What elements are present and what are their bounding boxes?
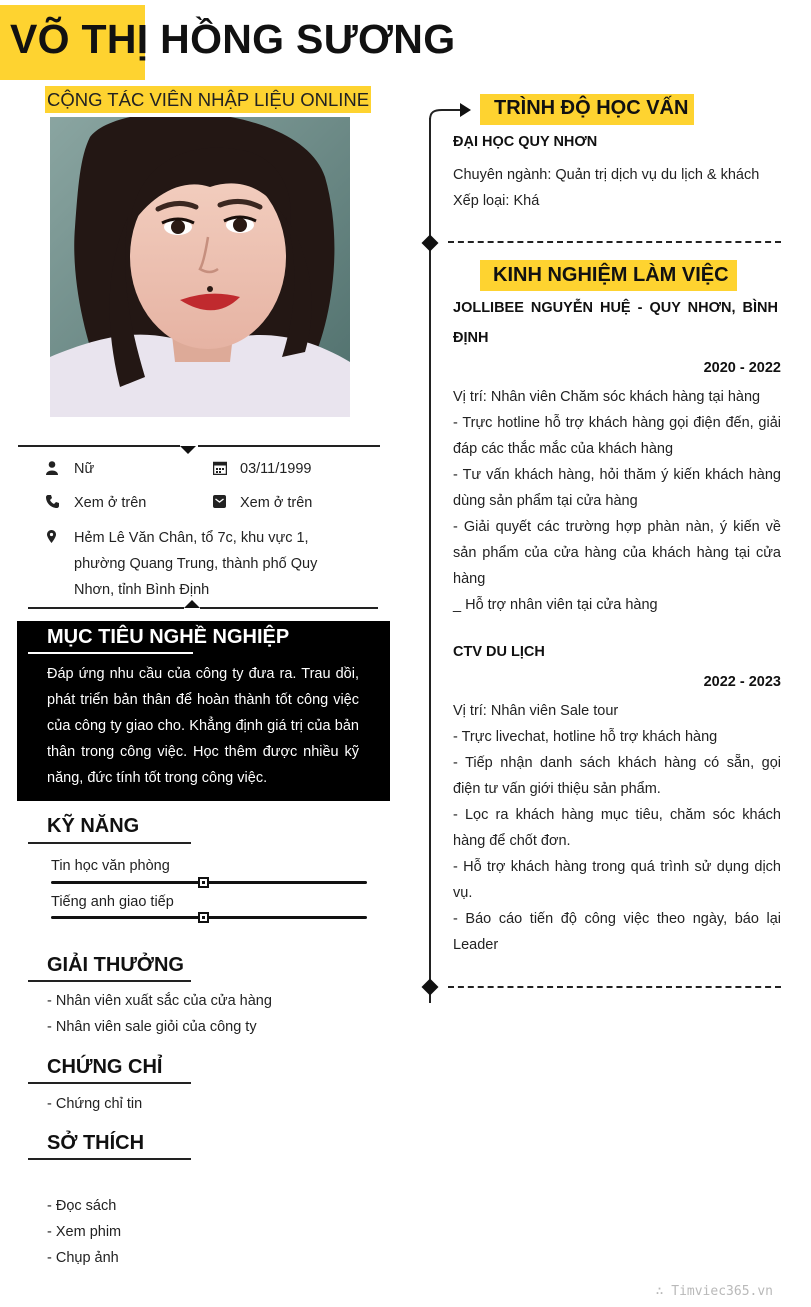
certificates-title: CHỨNG CHỈ	[47, 1056, 163, 1078]
job-detail-line: vụ.	[453, 885, 473, 901]
education-line: Chuyên ngành: Quản trị dịch vụ du lịch & khách	[453, 167, 760, 183]
caret-down-icon	[180, 446, 196, 455]
address-line: Hẻm Lê Văn Chân, tổ 7c, khu vực 1,	[74, 530, 309, 546]
job-detail-line: - Tiếp nhận danh sách khách hàng có sẵn, gọi	[453, 755, 781, 771]
gender-value: Nữ	[74, 461, 95, 477]
education-line: Xếp loại: Khá	[453, 193, 540, 209]
company-name: CTV DU LỊCH	[453, 644, 545, 660]
map-marker-icon	[47, 530, 56, 543]
phone-value: Xem ở trên	[74, 495, 147, 511]
hobby-item: - Xem phim	[47, 1224, 122, 1240]
profile-photo	[50, 117, 350, 417]
certificate-item: - Chứng chỉ tin	[47, 1096, 143, 1112]
section-underline	[28, 1082, 191, 1084]
dashed-divider	[448, 986, 781, 988]
experience-title: KINH NGHIỆM LÀM VIỆC	[493, 264, 729, 286]
divider	[18, 445, 180, 447]
company-name-line	[453, 300, 781, 316]
job-detail-line: dùng sản phẩm tại cửa hàng	[453, 493, 638, 509]
job-title: CỘNG TÁC VIÊN NHẬP LIỆU ONLINE	[45, 86, 371, 113]
address-line: phường Quang Trung, thành phố Quy	[74, 556, 318, 572]
caret-up-icon	[184, 600, 200, 609]
timeline-node	[422, 979, 439, 996]
award-item: - Nhân viên sale giỏi của công ty	[47, 1019, 257, 1035]
job-detail-line: - Giải quyết các trường hợp phàn nàn, ý kiến về	[453, 519, 781, 535]
job-detail-line: - Tư vấn khách hàng, hỏi thăm ý kiến khách hàng	[453, 467, 781, 483]
hobby-item: - Đọc sách	[47, 1198, 117, 1214]
skill-bar	[51, 916, 367, 919]
footer-brand	[656, 1284, 773, 1299]
hobby-item: - Chụp ảnh	[47, 1250, 119, 1266]
job-details	[453, 384, 781, 618]
job-detail-line: - Hỗ trợ khách hàng trong quá trình sử dụng dịch	[453, 859, 781, 875]
hobbies-title: SỞ THÍCH	[47, 1132, 145, 1154]
job-detail-line: Leader	[453, 937, 499, 953]
envelope-icon	[213, 495, 226, 508]
divider	[200, 607, 378, 609]
logo-icon: ∴	[655, 1284, 672, 1299]
job-detail-line: Vị trí: Nhân viên Sale tour	[453, 703, 619, 719]
section-underline	[28, 652, 193, 654]
phone-icon	[46, 495, 59, 508]
job-detail-line: _ Hỗ trợ nhân viên tại cửa hàng	[453, 597, 658, 613]
job-detail-line: đáp các thắc mắc của khách hàng	[453, 441, 674, 457]
job-detail-line: - Trực livechat, hotline hỗ trợ khách hàng	[453, 729, 718, 745]
candidate-name: VÕ THỊ HỒNG SƯƠNG	[10, 16, 456, 62]
career-goal-title: MỤC TIÊU NGHỀ NGHIỆP	[47, 626, 290, 648]
job-detail-line: - Báo cáo tiến độ công việc theo ngày, báo lại	[453, 911, 781, 927]
company-name: JOLLIBEE NGUYỄN HUỆ - QUY NHƠN, BÌNH	[453, 300, 778, 316]
skills-title: KỸ NĂNG	[47, 815, 140, 837]
education-title: TRÌNH ĐỘ HỌC VẤN	[494, 97, 689, 119]
skill-level-marker	[198, 912, 209, 923]
user-icon	[46, 461, 58, 475]
job-detail-line: - Lọc ra khách hàng mục tiêu, chăm sóc khách	[453, 807, 781, 823]
section-underline	[28, 980, 191, 982]
job-detail-line: hàng để chốt đơn.	[453, 833, 571, 849]
divider	[28, 607, 184, 609]
company-name: ĐỊNH	[453, 330, 489, 346]
job-period: 2022 - 2023	[703, 674, 781, 690]
divider	[198, 445, 380, 447]
brand-text: Timviec365.vn	[671, 1284, 773, 1299]
skill-label: Tin học văn phòng	[51, 858, 170, 874]
arrow-right-icon	[428, 100, 472, 122]
section-underline	[28, 842, 191, 844]
job-period: 2020 - 2022	[703, 360, 781, 376]
job-detail-line: sản phẩm của cửa hàng của khách hàng tại cửa	[453, 545, 781, 561]
job-detail-line: Vị trí: Nhân viên Chăm sóc khách hàng tại hàng	[453, 389, 761, 405]
timeline-node	[422, 235, 439, 252]
skill-label: Tiếng anh giao tiếp	[51, 894, 174, 910]
school-name: ĐẠI HỌC QUY NHƠN	[453, 134, 598, 150]
career-goal-text: Đáp ứng nhu cầu của công ty đưa ra. Trau dồi, phát triển bản thân để hoàn thành tốt công việc của công ty giao cho. Khẳng định giá trị của bản thân trong công việc. Học thêm được nhiều kỹ năng, đức tính tốt trong công việc.	[47, 666, 359, 786]
skill-bar	[51, 881, 367, 884]
address-line: Nhơn, tỉnh Bình Định	[74, 582, 210, 598]
skill-level-marker	[198, 877, 209, 888]
job-details	[453, 698, 781, 958]
job-detail-line: hàng	[453, 571, 486, 587]
calendar-icon	[213, 461, 227, 475]
job-detail-line: - Trực hotline hỗ trợ khách hàng gọi điện đến, giải	[453, 415, 781, 431]
dashed-divider	[448, 241, 781, 243]
section-underline	[28, 1158, 191, 1160]
award-item: - Nhân viên xuất sắc của cửa hàng	[47, 993, 272, 1009]
job-detail-line: điện tư vấn giới thiệu sản phẩm.	[453, 781, 661, 797]
awards-title: GIẢI THƯỞNG	[47, 954, 184, 976]
email-value: Xem ở trên	[240, 495, 313, 511]
birthday-value: 03/11/1999	[240, 461, 312, 477]
